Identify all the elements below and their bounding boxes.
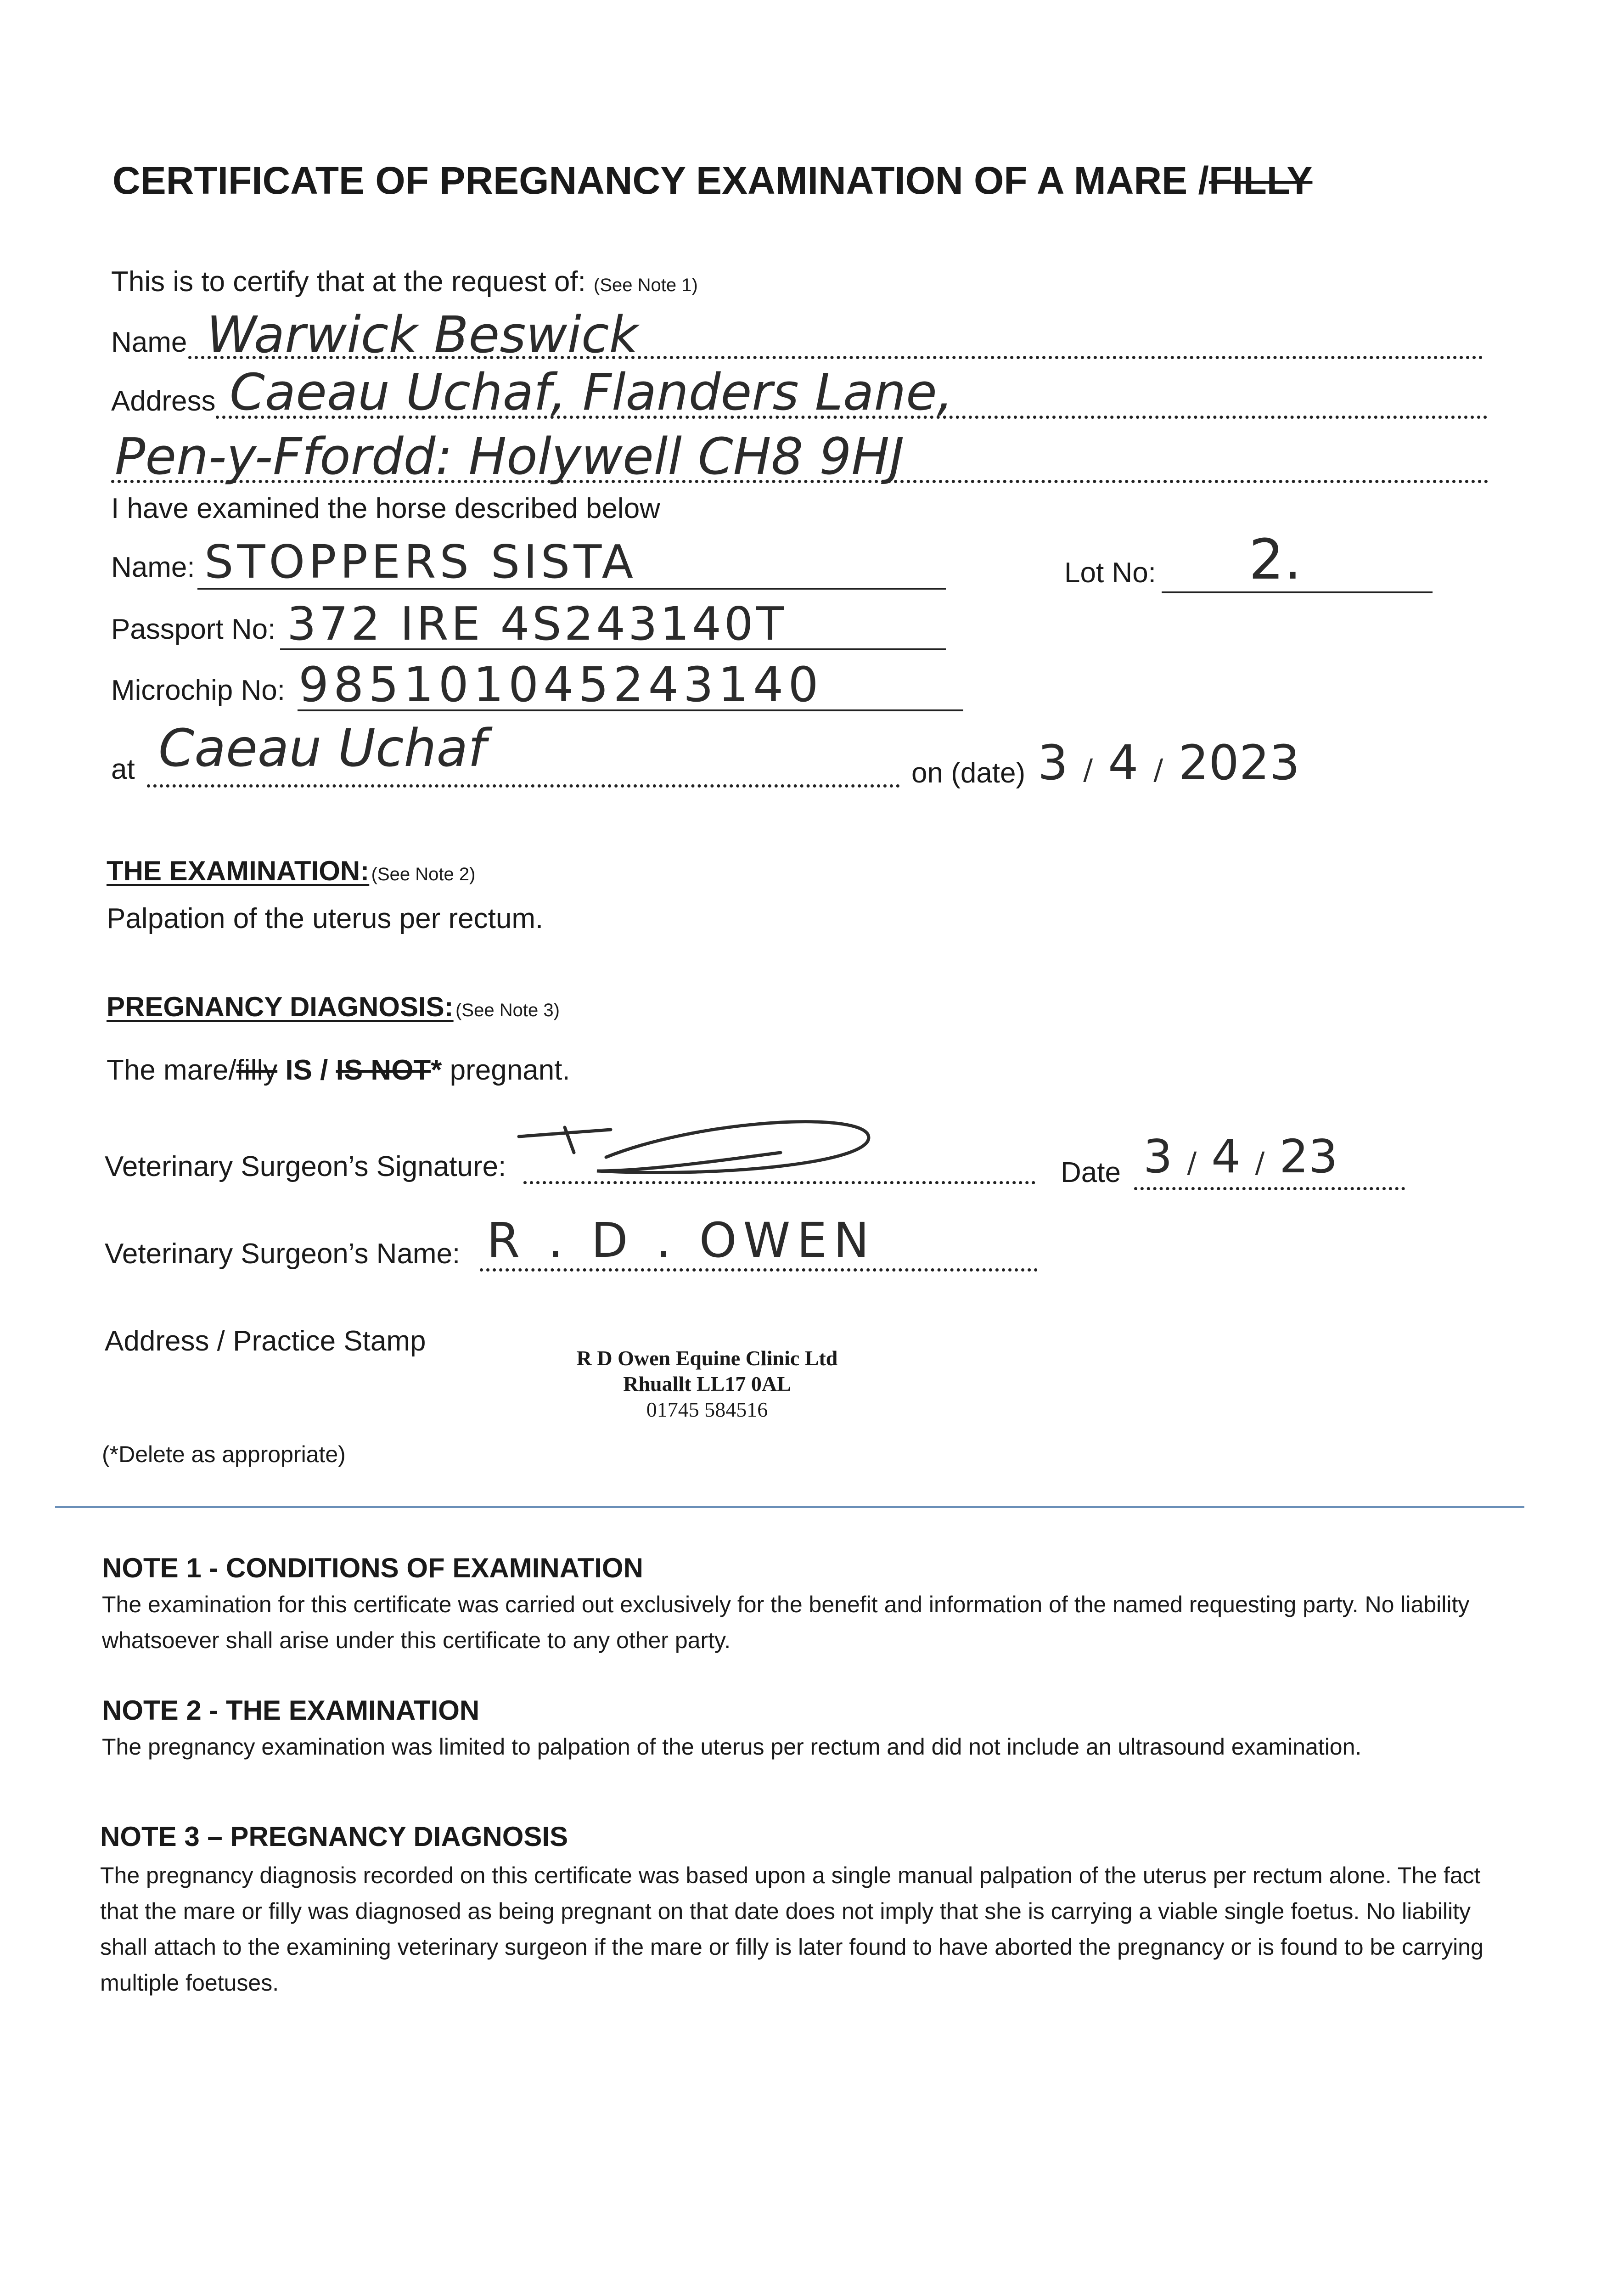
lot-no-label: Lot No: bbox=[1064, 557, 1156, 589]
note-1-text: The examination for this certificate was carried out exclusively for the benefit and information of the named requesting party. No liability whatsoever shall arise under this certificate to any other party. bbox=[102, 1592, 1470, 1653]
horse-name-value[interactable]: STOPPERS SISTA bbox=[204, 535, 637, 589]
microchip-value[interactable]: 985101045243140 bbox=[298, 657, 823, 713]
examination-heading bbox=[107, 855, 475, 887]
title-separator: / bbox=[1198, 159, 1209, 202]
passport-value[interactable]: 372 IRE 4S243140T bbox=[287, 597, 787, 651]
examined-text: I have examined the horse described below bbox=[111, 493, 660, 524]
address-value-line-1[interactable]: Caeau Uchaf, Flanders Lane, bbox=[230, 363, 953, 422]
diagnosis-pregnant: pregnant. bbox=[450, 1054, 570, 1086]
title-struck-filly: FILLY bbox=[1208, 159, 1313, 202]
title-main: CERTIFICATE OF PREGNANCY EXAMINATION OF A MARE bbox=[112, 159, 1188, 202]
diagnosis-is: IS / bbox=[285, 1054, 328, 1086]
lot-no-value[interactable]: 2. bbox=[1249, 528, 1302, 592]
diagnosis-note-ref: (See Note 3) bbox=[455, 1000, 560, 1020]
microchip-label: Microchip No: bbox=[111, 675, 285, 706]
exam-date-sep-1: / bbox=[1083, 753, 1093, 786]
diagnosis-sentence bbox=[107, 1054, 570, 1086]
certificate-title bbox=[112, 158, 1312, 203]
practice-stamp bbox=[542, 1345, 872, 1423]
vet-date-sep-1: / bbox=[1187, 1146, 1197, 1179]
vet-date-value[interactable] bbox=[1143, 1130, 1337, 1183]
vet-date-day: 3 bbox=[1143, 1130, 1173, 1183]
stamp-label: Address / Practice Stamp bbox=[105, 1325, 426, 1357]
signature-label: Veterinary Surgeon’s Signature: bbox=[105, 1151, 506, 1182]
location-label: at bbox=[111, 754, 135, 785]
diagnosis-heading-text: PREGNANCY DIAGNOSIS: bbox=[107, 991, 454, 1022]
note-3-text: The pregnancy diagnosis recorded on this certificate was based upon a single manual palpation of the uterus per rectum alone. The fact that the mare or filly was diagnosed as being pregnant on that date does not imply that she is carrying a viable single foetus. No liability shall attach to the examining veterinary surgeon if the mare or filly is later found to have aborted the pregnancy or is found to be carrying multiple foetuses. bbox=[100, 1863, 1484, 1996]
request-intro-note: (See Note 1) bbox=[594, 275, 698, 295]
address-value-line-2[interactable]: Pen-y-Ffordd: Holywell CH8 9HJ bbox=[115, 427, 905, 486]
exam-date-day: 3 bbox=[1038, 735, 1068, 791]
vet-date-year: 23 bbox=[1279, 1130, 1338, 1183]
diagnosis-asterisk: * bbox=[431, 1054, 442, 1086]
requester-name-label: Name bbox=[111, 326, 187, 358]
note-2-text: The pregnancy examination was limited to palpation of the uterus per rectum and did not include an ultrasound examination. bbox=[102, 1734, 1362, 1760]
request-intro-text: This is to certify that at the request of: bbox=[111, 266, 586, 298]
exam-date-sep-2: / bbox=[1153, 753, 1163, 786]
diagnosis-heading bbox=[107, 991, 560, 1023]
exam-date-year: 2023 bbox=[1178, 735, 1300, 791]
horse-name-label: Name: bbox=[111, 551, 195, 583]
vet-date-month: 4 bbox=[1211, 1130, 1241, 1183]
exam-date-value[interactable] bbox=[1038, 735, 1300, 791]
stamp-line-2: Rhuallt LL17 0AL bbox=[623, 1372, 791, 1396]
examination-text: Palpation of the uterus per rectum. bbox=[107, 903, 544, 934]
examination-note-ref: (See Note 2) bbox=[371, 864, 476, 884]
diagnosis-struck-is-not: IS NOT bbox=[336, 1054, 431, 1086]
passport-label: Passport No: bbox=[111, 613, 276, 645]
note-2-heading: NOTE 2 - THE EXAMINATION bbox=[102, 1695, 480, 1726]
request-intro bbox=[111, 265, 698, 298]
vet-date-line bbox=[1134, 1187, 1405, 1190]
exam-date-label: on (date) bbox=[911, 757, 1026, 789]
stamp-line-3: 01745 584516 bbox=[646, 1398, 768, 1421]
diagnosis-mare: The mare/ bbox=[107, 1054, 236, 1086]
address-label: Address bbox=[111, 385, 216, 417]
vet-name-line bbox=[480, 1268, 1038, 1272]
exam-date-month: 4 bbox=[1108, 735, 1139, 791]
note-1-heading: NOTE 1 - CONDITIONS OF EXAMINATION bbox=[102, 1553, 643, 1583]
signature-scribble bbox=[505, 1102, 900, 1189]
vet-name-value[interactable]: R . D . OWEN bbox=[487, 1212, 876, 1268]
stamp-line-1: R D Owen Equine Clinic Ltd bbox=[576, 1346, 838, 1370]
diagnosis-struck-filly: filly bbox=[236, 1054, 278, 1086]
location-value[interactable]: Caeau Uchaf bbox=[158, 719, 486, 778]
note-3-heading: NOTE 3 – PREGNANCY DIAGNOSIS bbox=[100, 1821, 568, 1852]
delete-footnote: (*Delete as appropriate) bbox=[102, 1441, 346, 1467]
vet-date-label: Date bbox=[1061, 1157, 1121, 1188]
section-divider bbox=[55, 1506, 1524, 1508]
requester-name-value[interactable]: Warwick Beswick bbox=[207, 305, 639, 364]
location-line bbox=[147, 784, 900, 788]
vet-date-sep-2: / bbox=[1255, 1146, 1265, 1179]
vet-name-label: Veterinary Surgeon’s Name: bbox=[105, 1238, 461, 1270]
examination-heading-text: THE EXAMINATION: bbox=[107, 855, 370, 886]
